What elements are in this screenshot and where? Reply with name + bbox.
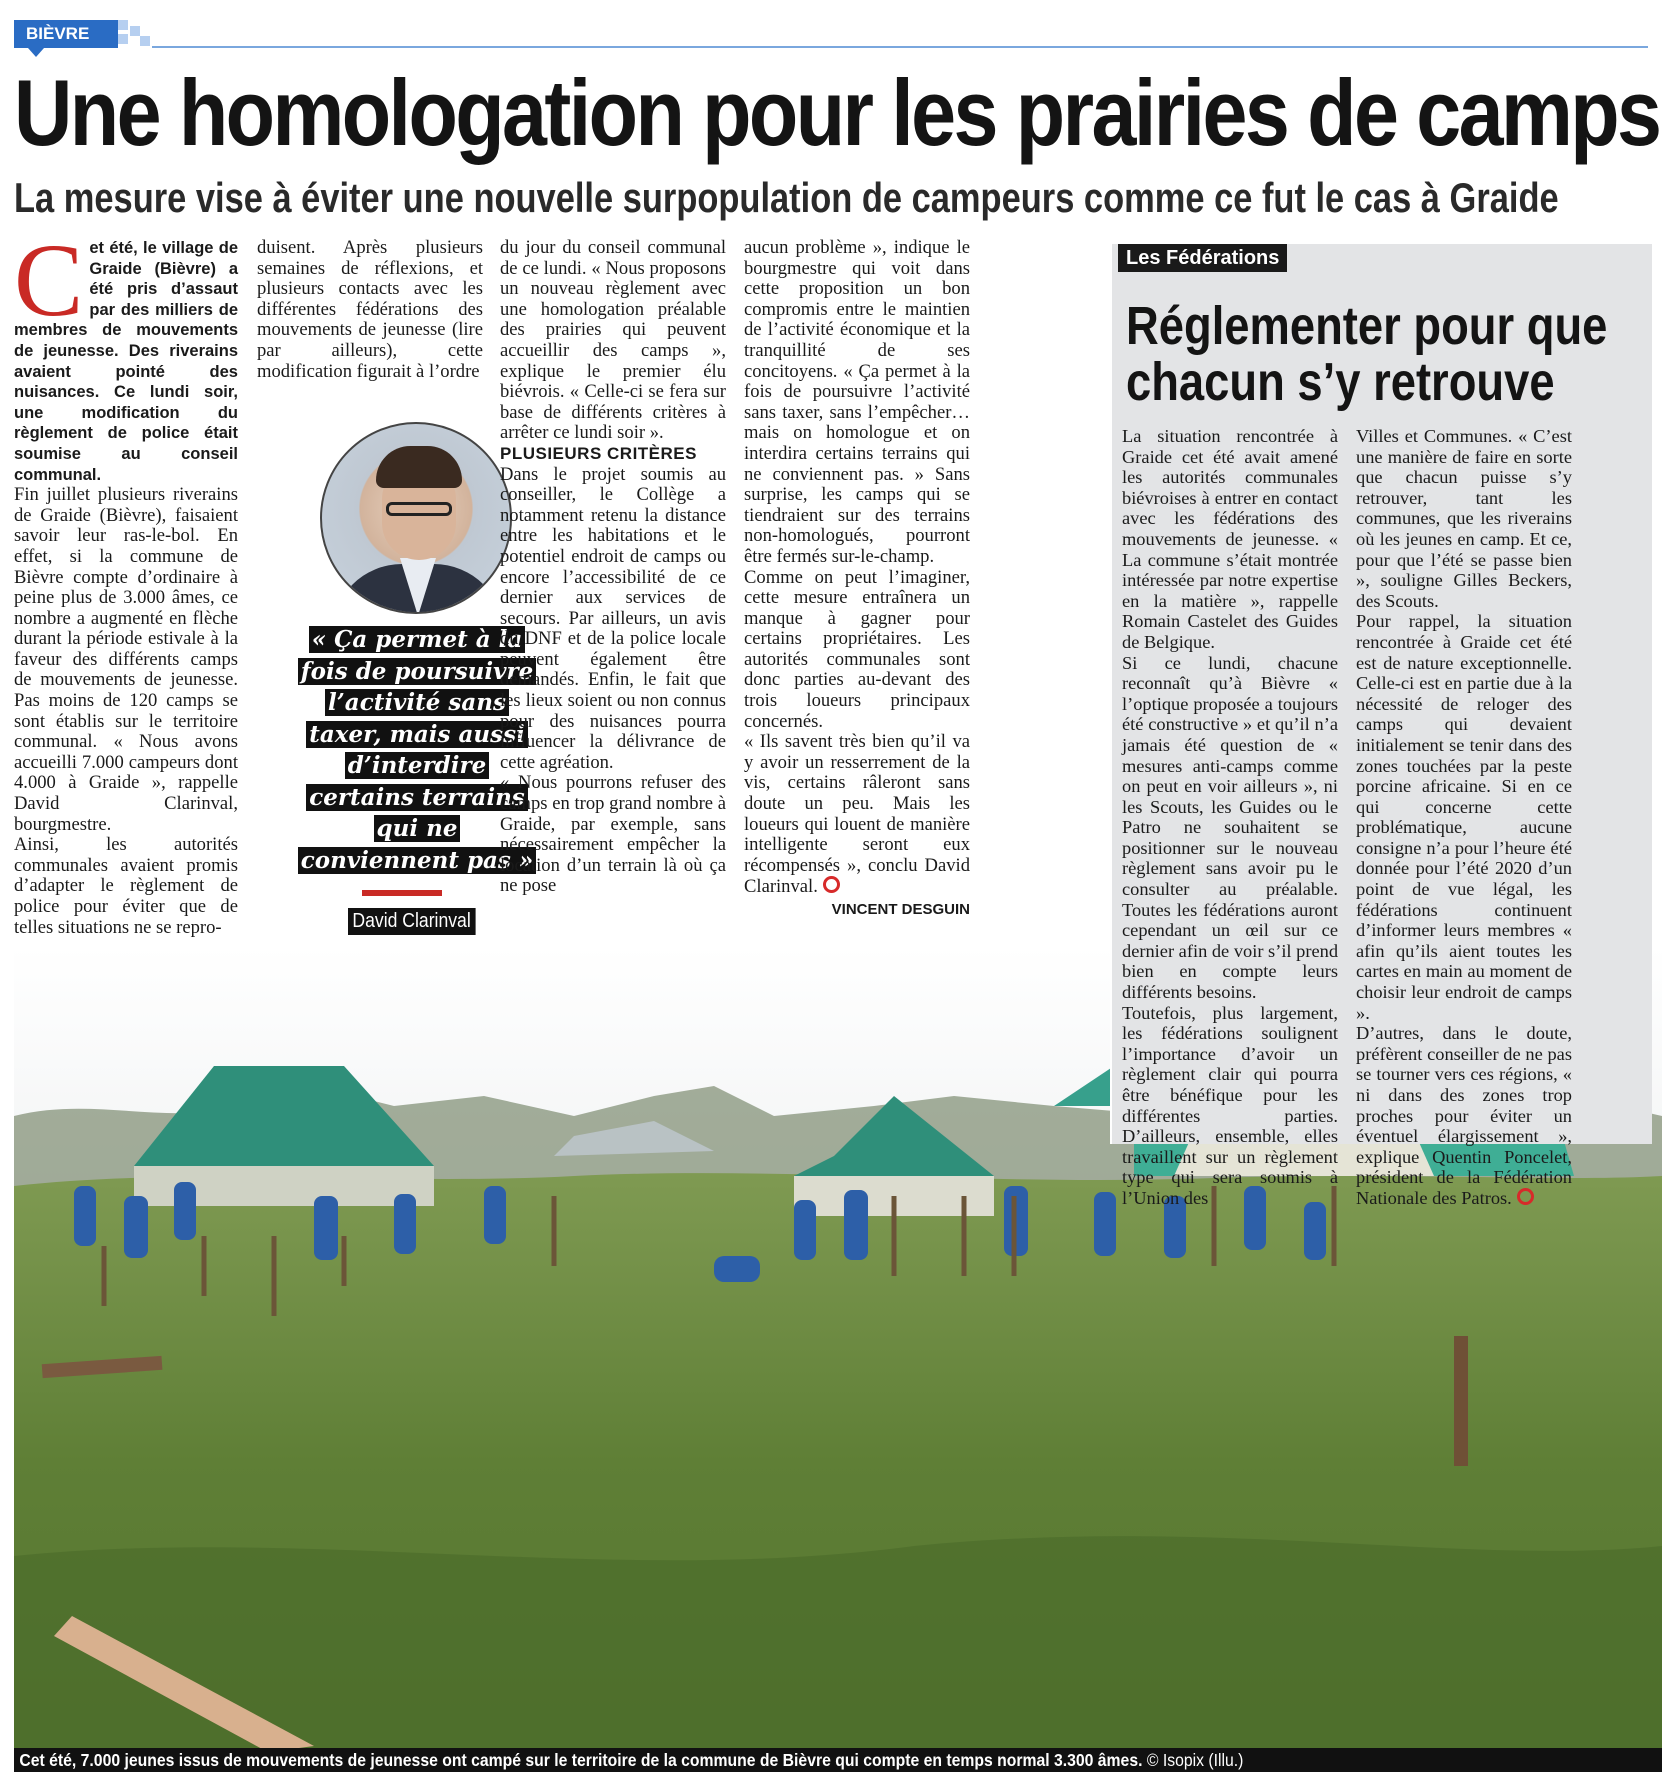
paragraph: Toutefois, plus largement, les fédérations soulignent l’importance d’avoir un règlement clair qui pourra être bénéfique pour les différentes parties. D’ailleurs, ensemble, elles travaillent sur un règlement type qui sera soumis à l’Union des — [1122, 1002, 1338, 1208]
subheadline: La mesure vise à éviter une nouvelle surpopulation de campeurs comme ce fut le cas à Graide — [14, 174, 1559, 221]
photo-caption — [14, 1748, 1662, 1772]
paragraph: Si ce lundi, chacune reconnaît qu’à Bièvre « l’optique proposée a toujours été constructive » et qu’il n’a jamais été question de « mesures anti-camps comme on peut en voir ailleurs », ni les Scouts, les Guides ou le Patro ne souhaitent se positionner sur le nouveau règlement sans avoir pu le consulter au préalable. Toutes les fédérations auront cependant un œil sur ce dernier afin de voir s’il prend bien en compte leurs différents besoins. — [1122, 652, 1339, 1003]
paragraph: Villes et Communes. « C’est une manière de faire en sorte que chacun puisse s’y retrouver, tant les communes, que les riverains où les jeunes en camp. Et ce, pour que l’été se passe bien », souligne Gilles Beckers, des Scouts. — [1356, 426, 1572, 611]
pull-quote-name: David Clarinval — [348, 908, 475, 935]
paragraph: « Nous pourrons refuser des camps en trop grand nombre à Graide, par exemple, sans nécessairement empêcher la location d’un terrain là où ça ne pose — [500, 772, 726, 897]
sidebar-label: Les Fédérations — [1118, 244, 1287, 272]
photo-credit: © Isopix (Illu.) — [1146, 1750, 1244, 1770]
paragraph — [1356, 1023, 1572, 1208]
byline: VINCENT DESGUIN — [831, 901, 970, 918]
paragraph-text: D’autres, dans le doute, préfèrent conseiller de ne pas se tourner vers ces régions, « ni dans des zones trop proches pour éviter un éventuel élargissement », explique Quentin Poncelet, président de la Fédération Nationale des Patros. — [1356, 1023, 1572, 1208]
dropcap: C — [14, 223, 84, 338]
end-of-article-icon — [823, 876, 840, 893]
paragraph: Fin juillet plusieurs riverains de Graide (Bièvre), faisaient savoir leur ras-le-bol. En effet, si la commune de Bièvre compte d’ordinaire à peine plus de 3.000 âmes, ce nombre a augmenté en flèche durant la période estivale à la faveur des différents camps de mouvements de jeunesse. Pas moins de 120 camps se sont établis sur le territoire communal. « Nous avons accueilli 7.000 campeurs dont 4.000 à Graide », rappelle David Clarinval, bourgmestre. — [14, 484, 238, 835]
caption-text: Cet été, 7.000 jeunes issus de mouvements de jeunesse ont campé sur le territoire de la commune de Bièvre qui compte en temps normal 3.300 âmes. — [19, 1750, 1143, 1770]
sidebar-column-1 — [1122, 426, 1338, 1209]
rubric-tail — [28, 48, 44, 57]
end-of-sidebar-icon — [1517, 1188, 1534, 1205]
sidebar-box — [1110, 244, 1652, 1208]
portrait-photo — [320, 422, 512, 614]
pull-quote-rule — [362, 890, 442, 896]
article-column-4 — [744, 238, 970, 921]
paragraph: Pour rappel, la situation rencontrée à Graide cet été est de nature exceptionnelle. Celle-ci est en partie due à la nécessité de reloger des camps qui devaient initialement se tenir dans des zones touchées par la peste porcine africaine. Si en ce qui concerne cette problématique, aucune consigne n’a pour l’heure été donnée pour l’été 2020 d’un point de vue légal, les fédérations continuent d’informer leurs membres « afin qu’ils aient toutes les cartes en main au moment de choisir leur endroit de camps ». — [1356, 611, 1572, 1023]
article-column-2 — [257, 238, 483, 382]
lede — [14, 223, 238, 485]
article-column-1 — [14, 223, 238, 938]
section-rubric: BIÈVRE — [14, 20, 118, 48]
paragraph: Comme on peut l’imaginer, cette mesure entraînera un manque à gagner pour certains propriétaires. Les autorités communales sont donc parties au-devant des trois loueurs principaux concernés. — [744, 566, 970, 732]
paragraph: aucun problème », indique le bourgmestre qui voit dans cette proposition un bon compromis entre le maintien de l’activité économique et la tranquillité de ses concitoyens. « Ça permet à la fois de poursuivre l’activité sans taxer, sans l’empêcher… mais on homologue et on interdira certains terrains qui ne conviennent pas. » Sans surprise, les camps qui se tiendraient sur des terrains non-homologués, pourront être fermés sur-le-champ. — [744, 237, 970, 567]
sidebar-column-2 — [1356, 426, 1572, 1209]
paragraph — [744, 732, 970, 898]
paragraph-text: « Ils savent très bien qu’il va y avoir un resserrement de la vis, certains râleront sans doute un peu. Mais les loueurs qui louent de manière intelligente seront eux récompensés », conclu David Clarinval. — [744, 731, 970, 898]
sidebar-title: Réglementer pour que chacun s’y retrouve — [1126, 296, 1608, 412]
paragraph: duisent. Après plusieurs semaines de réflexions, et plusieurs contacts avec les différentes fédérations des mouvements de jeunesse (lire par ailleurs), cette modification figurait à l’ordre — [257, 237, 483, 382]
pull-quote-text: « Ça permet à la fois de poursuivre l’activité sans taxer, mais aussi d’interdire certains terrains qui ne conviennent pas » — [298, 626, 537, 874]
paragraph: Dans le projet soumis au conseiller, le Collège a notamment retenu la distance entre les habitations et le potentiel endroit de camps ou encore l’accessibilité de ce dernier aux services de secours. Par ailleurs, un avis du DNF et de la police locale peuvent également être demandés. Enfin, le fait que les lieux soient ou non connus pour des nuisances pourra influencer la délivrance de cette agréation. — [500, 463, 726, 773]
rubric-rule — [152, 46, 1648, 48]
paragraph: Ainsi, les autorités communales avaient promis d’adapter le règlement de police pour éviter que de telles situations ne se repro- — [14, 834, 238, 938]
lede-text: et été, le village de Graide (Bièvre) a été pris d’assaut par des milliers de membres de mouvements de jeunesse. Des riverains avaient pointé des nuisances. Ce lundi soir, une modification du règlement de police était soumise au conseil communal. — [14, 239, 238, 484]
article-column-3 — [500, 238, 726, 897]
rubric-decoration — [118, 16, 152, 46]
paragraph: La situation rencontrée à Graide cet été avait amené les autorités communales biévroises à entrer en contact avec les fédérations des mouvements de jeunesse. « La commune s’était montrée intéressée par notre expertise en la matière », rappelle Romain Castelet des Guides de Belgique. — [1122, 426, 1338, 652]
section-subtitle: PLUSIEURS CRITÈRES — [500, 443, 697, 463]
headline: Une homologation pour les prairies de camps — [14, 60, 1660, 165]
paragraph: du jour du conseil communal de ce lundi. « Nous proposons un nouveau règlement avec une homologation préalable des prairies qui peuvent accueillir des camps », explique le premier élu biévrois. « Celle-ci se fera sur base de différents critères à arrêter ce lundi soir ». — [500, 237, 726, 444]
